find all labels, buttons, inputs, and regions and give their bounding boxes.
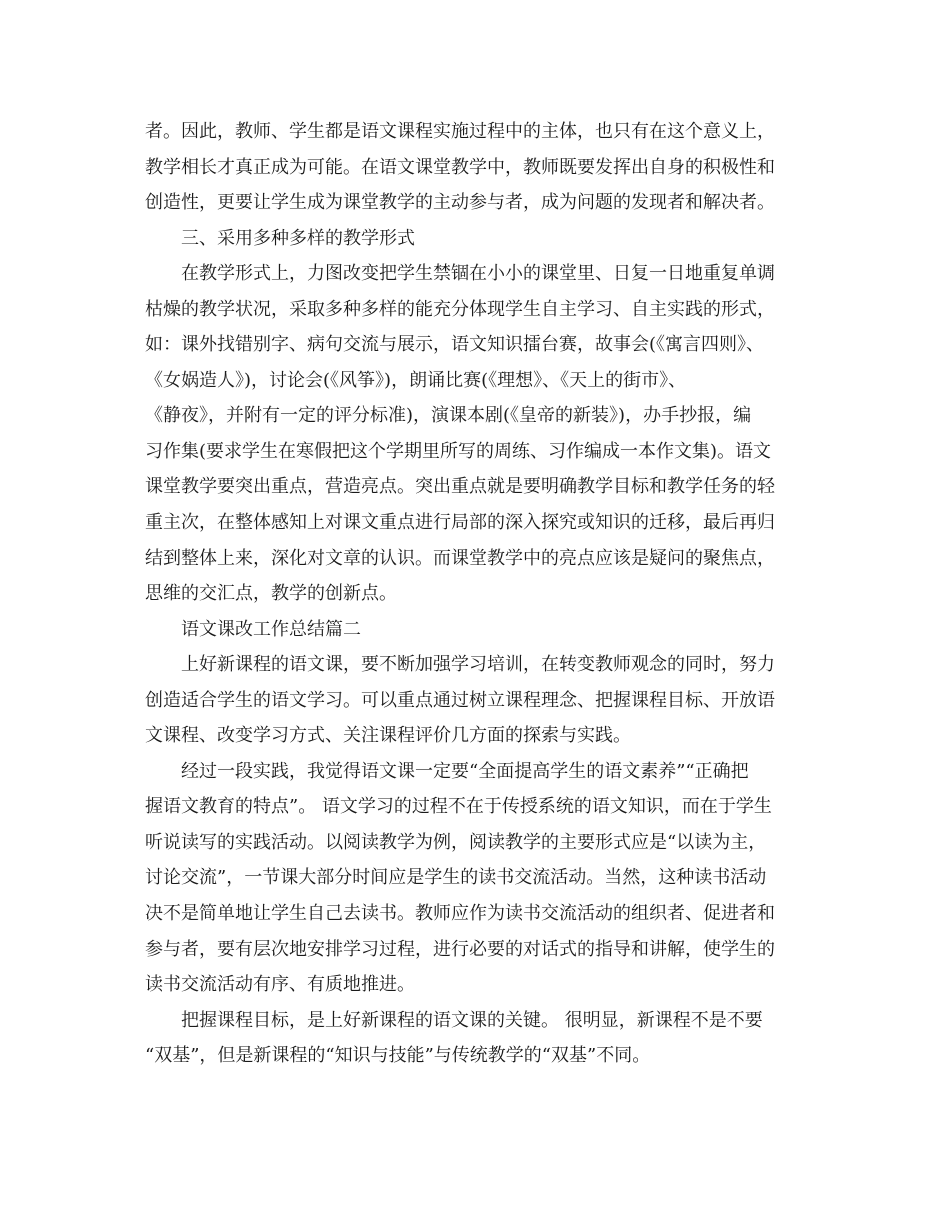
document-body xyxy=(145,114,810,1074)
text-line: 枯燥的教学状况，采取多种多样的能充分体现学生自主学习、自主实践的形式， xyxy=(145,298,775,320)
text-line: 思维的交汇点，教学的创新点。 xyxy=(145,583,397,605)
text-line: 结到整体上来，深化对文章的认识。而课堂教学中的亮点应该是疑问的聚焦点， xyxy=(145,547,775,569)
text-line: 文课程、改变学习方式、关注课程评价几方面的探索与实践。 xyxy=(145,725,631,747)
text-line: 参与者，要有层次地安排学习过程，进行必要的对话式的指导和讲解，使学生的 xyxy=(145,938,775,960)
paragraph-start-line: 上好新课程的语文课，要不断加强学习培训，在转变教师观念的同时，努力 xyxy=(181,654,775,676)
text-line: 者。因此，教师、学生都是语文课程实施过程中的主体，也只有在这个意义上， xyxy=(145,121,775,142)
text-line: 听说读写的实践活动。以阅读教学为例，阅读教学的主要形式应是“以读为主， xyxy=(145,831,767,853)
text-line: “双基”，但是新课程的“知识与技能”与传统教学的“双基”不同。 xyxy=(145,1045,651,1067)
text-line: 创造性，更要让学生成为课堂教学的主动参与者，成为问题的发现者和解决者。 xyxy=(145,192,775,214)
text-line: 课堂教学要突出重点，营造亮点。突出重点就是要明确教学目标和教学任务的轻 xyxy=(145,476,775,498)
text-line: 教学相长才真正成为可能。在语文课堂教学中，教师既要发挥出自身的积极性和 xyxy=(145,156,775,178)
paragraph-start-line: 经过一段实践，我觉得语文课一定要“全面提高学生的语文素养”“正确把 xyxy=(181,760,749,782)
text-line: 习作集(要求学生在寒假把这个学期里所写的周练、习作编成一本作文集)。语文 xyxy=(145,440,772,462)
text-line: 讨论交流”，一节课大部分时间应是学生的读书交流活动。当然，这种读书活动 xyxy=(145,867,767,889)
paragraph-start-line: 三、采用多种多样的教学形式 xyxy=(181,227,415,249)
paragraph-start-line: 语文课改工作总结篇二 xyxy=(181,618,361,640)
text-line: 重主次，在整体感知上对课文重点进行局部的深入探究或知识的迁移，最后再归 xyxy=(145,512,775,534)
text-line: 决不是简单地让学生自己去读书。教师应作为读书交流活动的组织者、促进者和 xyxy=(145,903,775,925)
text-line: 读书交流活动有序、有质地推进。 xyxy=(145,974,415,996)
paragraph-start-line: 把握课程目标，是上好新课程的语文课的关键。 很明显，新课程不是不要 xyxy=(181,1009,763,1031)
text-line: 创造适合学生的语文学习。可以重点通过树立课程理念、把握课程目标、开放语 xyxy=(145,689,775,711)
paragraph-start-line: 在教学形式上，力图改变把学生禁锢在小小的课堂里、日复一日地重复单调 xyxy=(181,263,775,285)
text-line: 如：课外找错别字、病句交流与展示，语文知识擂台赛，故事会(《寓言四则》、 xyxy=(145,334,765,356)
text-line: 《静夜》，并附有一定的评分标准)，演课本剧(《皇帝的新装》)，办手抄报，编 xyxy=(145,405,752,427)
text-line: 《女娲造人》)，讨论会(《风筝》)，朗诵比赛(《理想》、《天上的街市》、 xyxy=(145,369,687,391)
text-line: 握语文教育的特点”。 语文学习的过程不在于传授系统的语文知识，而在于学生 xyxy=(145,796,772,818)
